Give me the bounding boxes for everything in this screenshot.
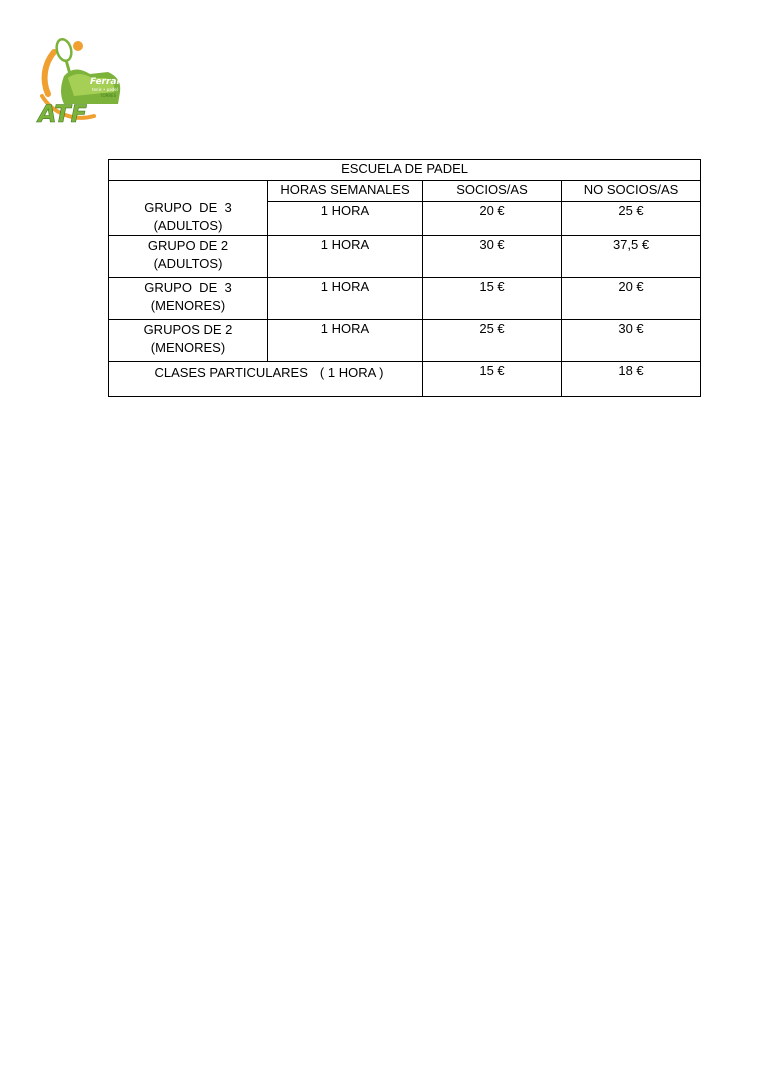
row-3-group xyxy=(109,278,268,320)
header-no-socios: NO SOCIOS/AS xyxy=(562,181,701,202)
table-row xyxy=(109,362,701,397)
row-2-no-socios: 37,5 € xyxy=(562,236,701,278)
logo-text-main: ATF xyxy=(38,100,88,126)
header-hours: HORAS SEMANALES xyxy=(268,181,423,202)
logo-text-sub: tenis • padel xyxy=(92,87,118,92)
row-1-socios: 20 € xyxy=(423,202,562,236)
row-1-no-socios: 25 € xyxy=(562,202,701,236)
row-2-group xyxy=(109,236,268,278)
row-4-line2: (MENORES) xyxy=(150,340,226,355)
table-row xyxy=(109,320,701,362)
row-3-line2: (MENORES) xyxy=(150,298,226,313)
logo-text-top: Ferrara xyxy=(90,77,128,87)
row-2-socios: 30 € xyxy=(423,236,562,278)
table-row xyxy=(109,278,701,320)
row-particulares-no-socios: 18 € xyxy=(562,362,701,397)
row-4-no-socios: 30 € xyxy=(562,320,701,362)
row-1-group xyxy=(109,181,268,236)
row-4-group xyxy=(109,320,268,362)
header-socios: SOCIOS/AS xyxy=(423,181,562,202)
padel-school-price-table xyxy=(108,159,701,397)
row-particulares-socios: 15 € xyxy=(423,362,562,397)
club-logo xyxy=(34,34,130,126)
row-1-line1: GRUPO DE 3 xyxy=(144,200,232,215)
row-2-line1: GRUPO DE 2 xyxy=(147,238,229,253)
row-4-socios: 25 € xyxy=(423,320,562,362)
row-3-hours: 1 HORA xyxy=(268,278,423,320)
logo-text-sub2: TORRES xyxy=(100,93,117,98)
row-2-line2: (ADULTOS) xyxy=(153,256,223,271)
row-4-line1: GRUPOS DE 2 xyxy=(143,322,233,337)
particulares-duration: ( 1 HORA ) xyxy=(319,365,384,380)
row-3-socios: 15 € xyxy=(423,278,562,320)
row-2-hours: 1 HORA xyxy=(268,236,423,278)
table-row xyxy=(109,236,701,278)
row-4-hours: 1 HORA xyxy=(268,320,423,362)
row-1-line2: (ADULTOS) xyxy=(153,218,223,233)
row-particulares-label xyxy=(109,362,423,397)
row-1-hours: 1 HORA xyxy=(268,202,423,236)
row-3-line1: GRUPO DE 3 xyxy=(144,280,232,295)
row-3-no-socios: 20 € xyxy=(562,278,701,320)
table-title: ESCUELA DE PADEL xyxy=(109,160,701,181)
particulares-label: CLASES PARTICULARES xyxy=(154,365,308,380)
